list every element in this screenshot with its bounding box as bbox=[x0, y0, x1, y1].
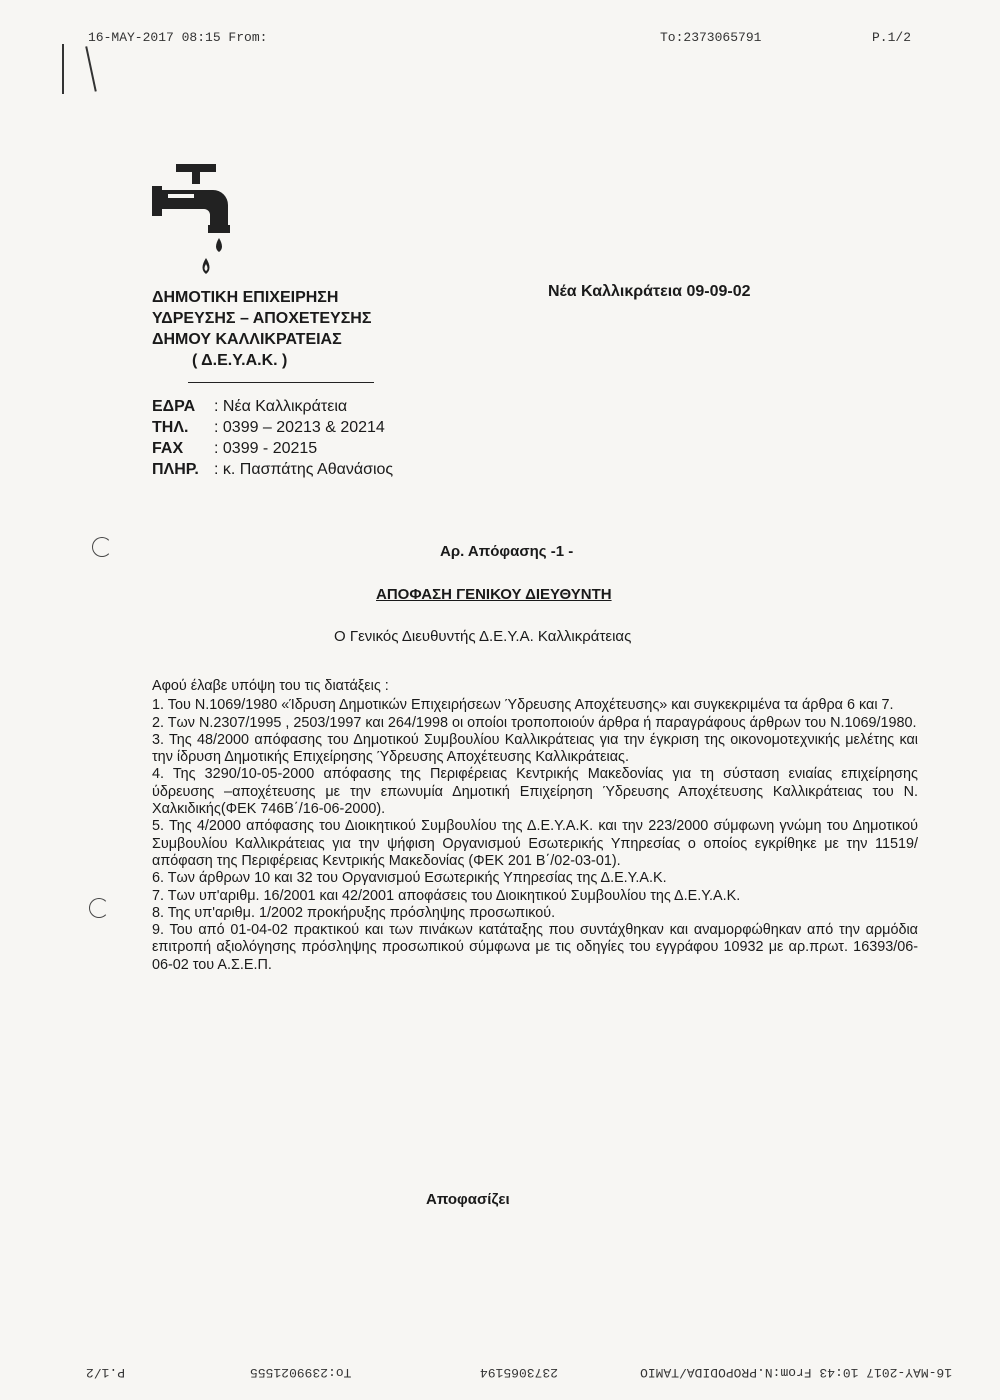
intro-text: Αφού έλαβε υπόψη του τις διατάξεις : bbox=[152, 678, 389, 694]
contact-label: ΤΗΛ. bbox=[152, 419, 189, 436]
fax-header-recipient: To:2373065791 bbox=[660, 30, 762, 45]
document-title: ΑΠΟΦΑΣΗ ΓΕΝΙΚΟΥ ΔΙΕΥΘΥΝΤΗ bbox=[376, 586, 612, 603]
provision-item: 4. Της 3290/10-05-2000 απόφασης της Περιφέρειας Κεντρικής Μακεδονίας για τη σύσταση ενιαίας επιχείρησης ύδρευσης –αποχέτευσης με την επωνυμία Δημοτική Επιχείρηση Ύδρευσης Αποχέτευσης Καλλικράτειας του Ν. Χαλκιδικής(ΦΕΚ 746Β΄/16-06-2000). bbox=[152, 766, 918, 818]
contact-value: : Νέα Καλλικράτεια bbox=[214, 398, 348, 415]
document-body bbox=[152, 678, 918, 974]
contact-row bbox=[152, 438, 393, 459]
org-line: ΔΗΜΟΥ ΚΑΛΛΙΚΡΑΤΕΙΑΣ bbox=[152, 331, 342, 348]
contact-row bbox=[152, 459, 393, 480]
org-line: ΥΔΡΕΥΣΗΣ – ΑΠΟΧΕΤΕΥΣΗΣ bbox=[152, 310, 372, 327]
provision-item: 1. Του Ν.1069/1980 «Ίδρυση Δημοτικών Επιχειρήσεων Ύδρευσης Αποχέτευσης» και συγκεκριμένα τα άρθρα 6 και 7. bbox=[152, 697, 894, 714]
organisation-name bbox=[152, 287, 371, 371]
fax-header-page: P.1/2 bbox=[872, 30, 912, 45]
punch-hole-mark bbox=[89, 898, 109, 918]
provision-item: 3. Της 48/2000 απόφασης του Δημοτικού Συμβουλίου Καλλικράτειας για την έγκριση της οικονομοτεχνικής μελέτης και την ίδρυση Δημοτικής Επιχείρησης Ύδρευσης Αποχέτευσης Καλλικράτειας. bbox=[152, 731, 918, 766]
fax-header-datetime: 16-MAY-2017 08:15 From: bbox=[88, 30, 268, 45]
divider bbox=[188, 382, 374, 383]
provision-item: 8. Της υπ'αριθμ. 1/2002 προκήρυξης πρόσληψης προσωπικού. bbox=[152, 904, 556, 921]
contact-value: : 0399 - 20215 bbox=[214, 440, 318, 457]
org-abbreviation: ( Δ.Ε.Υ.Α.Κ. ) bbox=[192, 352, 288, 369]
provision-item: 6. Των άρθρων 10 και 32 του Οργανισμού Εσωτερικής Υπηρεσίας της Δ.Ε.Υ.Α.Κ. bbox=[152, 870, 667, 887]
contact-row bbox=[152, 417, 393, 438]
contact-label: ΠΛΗΡ. bbox=[152, 461, 199, 478]
place-date: Νέα Καλλικράτεια 09-09-02 bbox=[548, 283, 751, 300]
provision-item: 7. Των υπ'αριθμ. 16/2001 και 42/2001 αποφάσεις του Διοικητικού Συμβουλίου της Δ.Ε.Υ.Α.Κ. bbox=[152, 887, 741, 904]
contact-label: ΕΔΡΑ bbox=[152, 398, 196, 415]
fax-footer-number: 2373065194 bbox=[480, 1365, 559, 1380]
contact-row bbox=[152, 396, 393, 417]
punch-hole-mark bbox=[92, 537, 112, 557]
contact-details bbox=[152, 396, 393, 480]
org-line: ΔΗΜΟΤΙΚΗ ΕΠΙΧΕΙΡΗΣΗ bbox=[152, 289, 339, 306]
scan-mark bbox=[62, 44, 64, 94]
decision-number: Αρ. Απόφασης -1 - bbox=[440, 543, 574, 560]
decides-heading: Αποφασίζει bbox=[426, 1191, 510, 1208]
document-subtitle: Ο Γενικός Διευθυντής Δ.Ε.Υ.Α. Καλλικράτειας bbox=[334, 628, 632, 645]
contact-value: : 0399 – 20213 & 20214 bbox=[214, 419, 385, 436]
provision-item: 9. Του από 01-04-02 πρακτικού και των πινάκων κατάταξης που συντάχθηκαν και αναμορφώθηκαν από την αρμόδια επιτροπή αξιολόγησης πρόσληψης προσωπικού σύμφωνα με τις οδηγίες του εγγράφου 10932 με αρ.πρωτ. 16393/06-06-02 του Α.Σ.Ε.Π. bbox=[152, 922, 918, 973]
provision-item: 5. Της 4/2000 απόφασης του Διοικητικού Συμβουλίου της Δ.Ε.Υ.Α.Κ. και την 223/2000 σύμφωνη γνώμη του Δημοτικού Συμβουλίου Καλλικράτειας για την ψήφιση Οργανισμού Εσωτερικής Υπηρεσίας ο οποίος εγκρίθηκε με την 11519/ απόφαση της Περιφέρειας Κεντρικής Μακεδονίας (ΦΕΚ 201 Β΄/02-03-01). bbox=[152, 818, 918, 869]
water-tap-icon bbox=[148, 160, 238, 290]
fax-footer-datetime: 16-MAY-2017 10:43 From:N.PROPODIDA/TAMIO bbox=[640, 1365, 953, 1380]
fax-footer-page: P.1/2 bbox=[86, 1365, 126, 1380]
provision-item: 2. Των Ν.2307/1995 , 2503/1997 και 264/1998 οι οποίοι τροποποιούν άρθρα ή παραγράφους άρθρων του Ν.1069/1980. bbox=[152, 714, 917, 731]
contact-value: : κ. Πασπάτης Αθανάσιος bbox=[214, 461, 394, 478]
fax-footer-recipient: To:2399021555 bbox=[250, 1365, 352, 1380]
contact-label: FAX bbox=[152, 440, 184, 457]
scan-mark bbox=[85, 46, 96, 91]
